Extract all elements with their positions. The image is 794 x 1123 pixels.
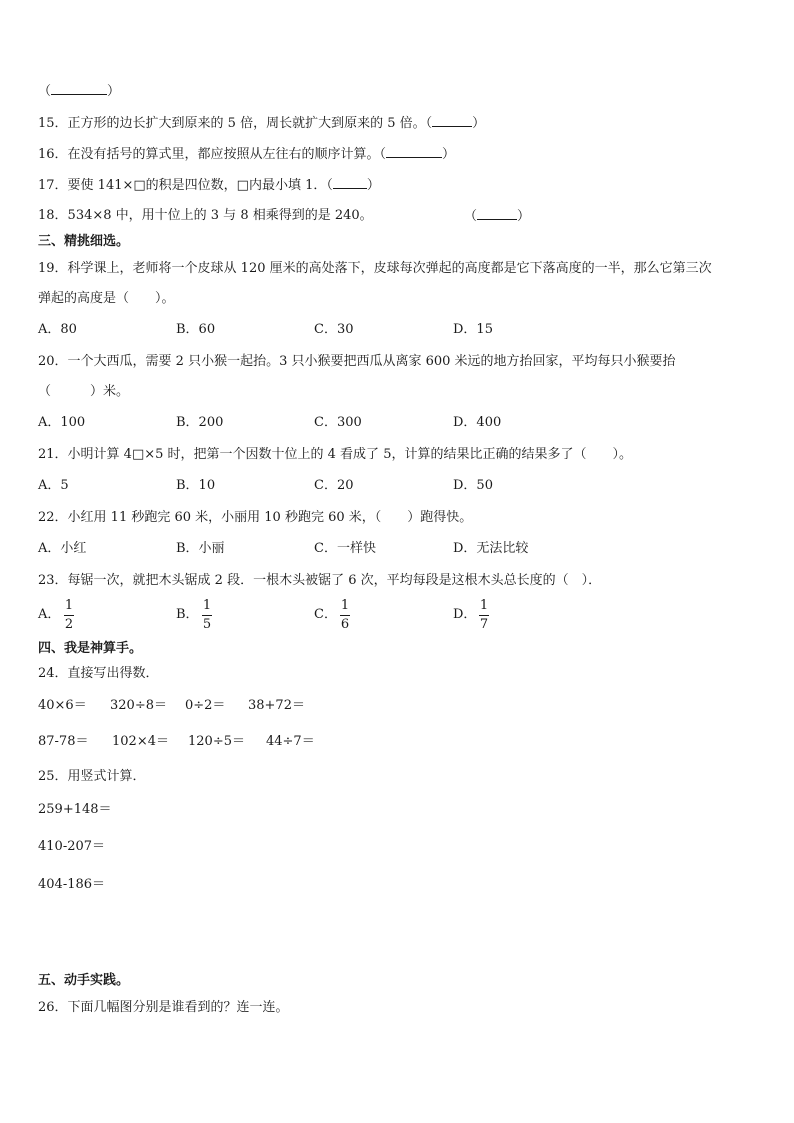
fraction-bar xyxy=(479,615,489,616)
option-d[interactable]: D．400 xyxy=(453,415,502,430)
answer-blank[interactable] xyxy=(386,145,442,158)
calc-item: 102×4＝ xyxy=(112,734,169,749)
option-a[interactable] xyxy=(38,606,60,624)
question-26-text: 26．下面几幅图分别是谁看到的？连一连。 xyxy=(38,1000,289,1015)
question-18-text: 18．534×8 中，用十位上的 3 与 8 相乘得到的是 240。 xyxy=(38,208,373,223)
question-16 xyxy=(38,145,455,164)
denominator: 6 xyxy=(340,617,350,632)
question-17-text: 17．要使 141×□的积是四位数，□内最小填 1．（ xyxy=(38,178,333,193)
section-5-heading: 五、动手实践。 xyxy=(38,973,130,988)
question-19-line-1: 19．科学课上，老师将一个皮球从 120 厘米的高处落下，皮球每次弹起的高度都是它下落高度的一半，那么它第三次 xyxy=(38,261,712,276)
fraction-one-half xyxy=(64,598,74,633)
question-18-answer[interactable] xyxy=(464,207,530,226)
calc-item: 120÷5＝ xyxy=(188,734,245,749)
option-a[interactable]: A．小红 xyxy=(38,541,87,556)
answer-blank[interactable] xyxy=(333,176,367,189)
fraction-one-seventh xyxy=(479,598,489,633)
option-d[interactable] xyxy=(453,606,476,624)
fraction-bar xyxy=(340,615,350,616)
option-label: D． xyxy=(453,607,477,622)
calc-item: 40×6＝ xyxy=(38,698,87,713)
option-label: C． xyxy=(314,607,337,622)
option-c[interactable] xyxy=(314,606,337,624)
close-paren: ） xyxy=(107,84,121,99)
option-d[interactable]: D．无法比较 xyxy=(453,541,529,556)
calc-item: 320÷8＝ xyxy=(110,698,167,713)
question-19-line-2: 弹起的高度是（ ）。 xyxy=(38,291,175,306)
option-label: A． xyxy=(38,607,61,622)
question-21-line-1: 21．小明计算 4□×5 时，把第一个因数十位上的 4 看成了 5，计算的结果比正确的结果多了（ ）。 xyxy=(38,447,632,462)
numerator: 1 xyxy=(479,598,489,613)
vertical-calc-item: 404-186＝ xyxy=(38,877,106,892)
option-b[interactable] xyxy=(176,606,199,624)
option-a[interactable]: A．80 xyxy=(38,322,77,337)
denominator: 2 xyxy=(64,617,74,632)
question-20-line-1: 20．一个大西瓜，需要 2 只小猴一起抬。3 只小猴要把西瓜从离家 600 米远的地方抬回家，平均每只小猴要抬 xyxy=(38,354,676,369)
fraction-bar xyxy=(202,615,212,616)
section-4-heading: 四、我是神算手。 xyxy=(38,641,143,656)
question-18 xyxy=(38,207,373,225)
question-22-line-1: 22．小红用 11 秒跑完 60 米，小丽用 10 秒跑完 60 米，（ ）跑得快。 xyxy=(38,510,473,525)
numerator: 1 xyxy=(64,598,74,613)
calc-item: 0÷2＝ xyxy=(185,698,226,713)
numerator: 1 xyxy=(340,598,350,613)
question-23-line-1: 23．每锯一次，就把木头锯成 2 段．一根木头被锯了 6 次，平均每段是这根木头总长度的（ ）． xyxy=(38,573,602,588)
question-15-text: 15．正方形的边长扩大到原来的 5 倍，周长就扩大到原来的 5 倍。（ xyxy=(38,116,433,131)
numerator: 1 xyxy=(202,598,212,613)
question-15 xyxy=(38,114,485,133)
vertical-calc-item: 259+148＝ xyxy=(38,802,112,817)
section-3-heading: 三、精挑细选。 xyxy=(38,234,130,249)
close-paren: ） xyxy=(442,147,456,162)
calc-item: 87-78＝ xyxy=(38,734,89,749)
question-20-line-2: （ ）米。 xyxy=(38,384,130,399)
vertical-calc-item: 410-207＝ xyxy=(38,839,106,854)
option-c[interactable]: C．20 xyxy=(314,478,354,493)
question-16-text: 16．在没有括号的算式里，都应按照从左往右的顺序计算。（ xyxy=(38,147,387,162)
option-d[interactable]: D．15 xyxy=(453,322,493,337)
option-c[interactable]: C．300 xyxy=(314,415,362,430)
question-25-title: 25．用竖式计算． xyxy=(38,769,146,784)
close-paren: ） xyxy=(472,116,486,131)
denominator: 5 xyxy=(202,617,212,632)
option-b[interactable]: B．10 xyxy=(176,478,216,493)
fraction-one-sixth xyxy=(340,598,350,633)
option-c[interactable]: C．30 xyxy=(314,322,354,337)
calc-item: 44÷7＝ xyxy=(266,734,315,749)
option-a[interactable]: A．100 xyxy=(38,415,86,430)
option-c[interactable]: C．一样快 xyxy=(314,541,376,556)
open-paren: （ xyxy=(464,209,478,224)
question-24-title: 24．直接写出得数． xyxy=(38,666,159,681)
option-b[interactable]: B．60 xyxy=(176,322,216,337)
option-b[interactable]: B．200 xyxy=(176,415,224,430)
question-17 xyxy=(38,176,380,195)
answer-blank[interactable] xyxy=(432,114,472,127)
blank-line xyxy=(477,207,517,220)
close-paren: ） xyxy=(366,178,380,193)
option-d[interactable]: D．50 xyxy=(453,478,493,493)
option-label: B． xyxy=(176,607,199,622)
blank-line xyxy=(51,82,107,95)
close-paren: ） xyxy=(517,209,531,224)
fraction-bar xyxy=(64,615,74,616)
denominator: 7 xyxy=(479,617,489,632)
calc-item: 38+72＝ xyxy=(248,698,305,713)
q14-answer-blank[interactable] xyxy=(38,82,120,101)
fraction-one-fifth xyxy=(202,598,212,633)
open-paren: （ xyxy=(38,84,52,99)
option-a[interactable]: A．5 xyxy=(38,478,69,493)
option-b[interactable]: B．小丽 xyxy=(176,541,225,556)
